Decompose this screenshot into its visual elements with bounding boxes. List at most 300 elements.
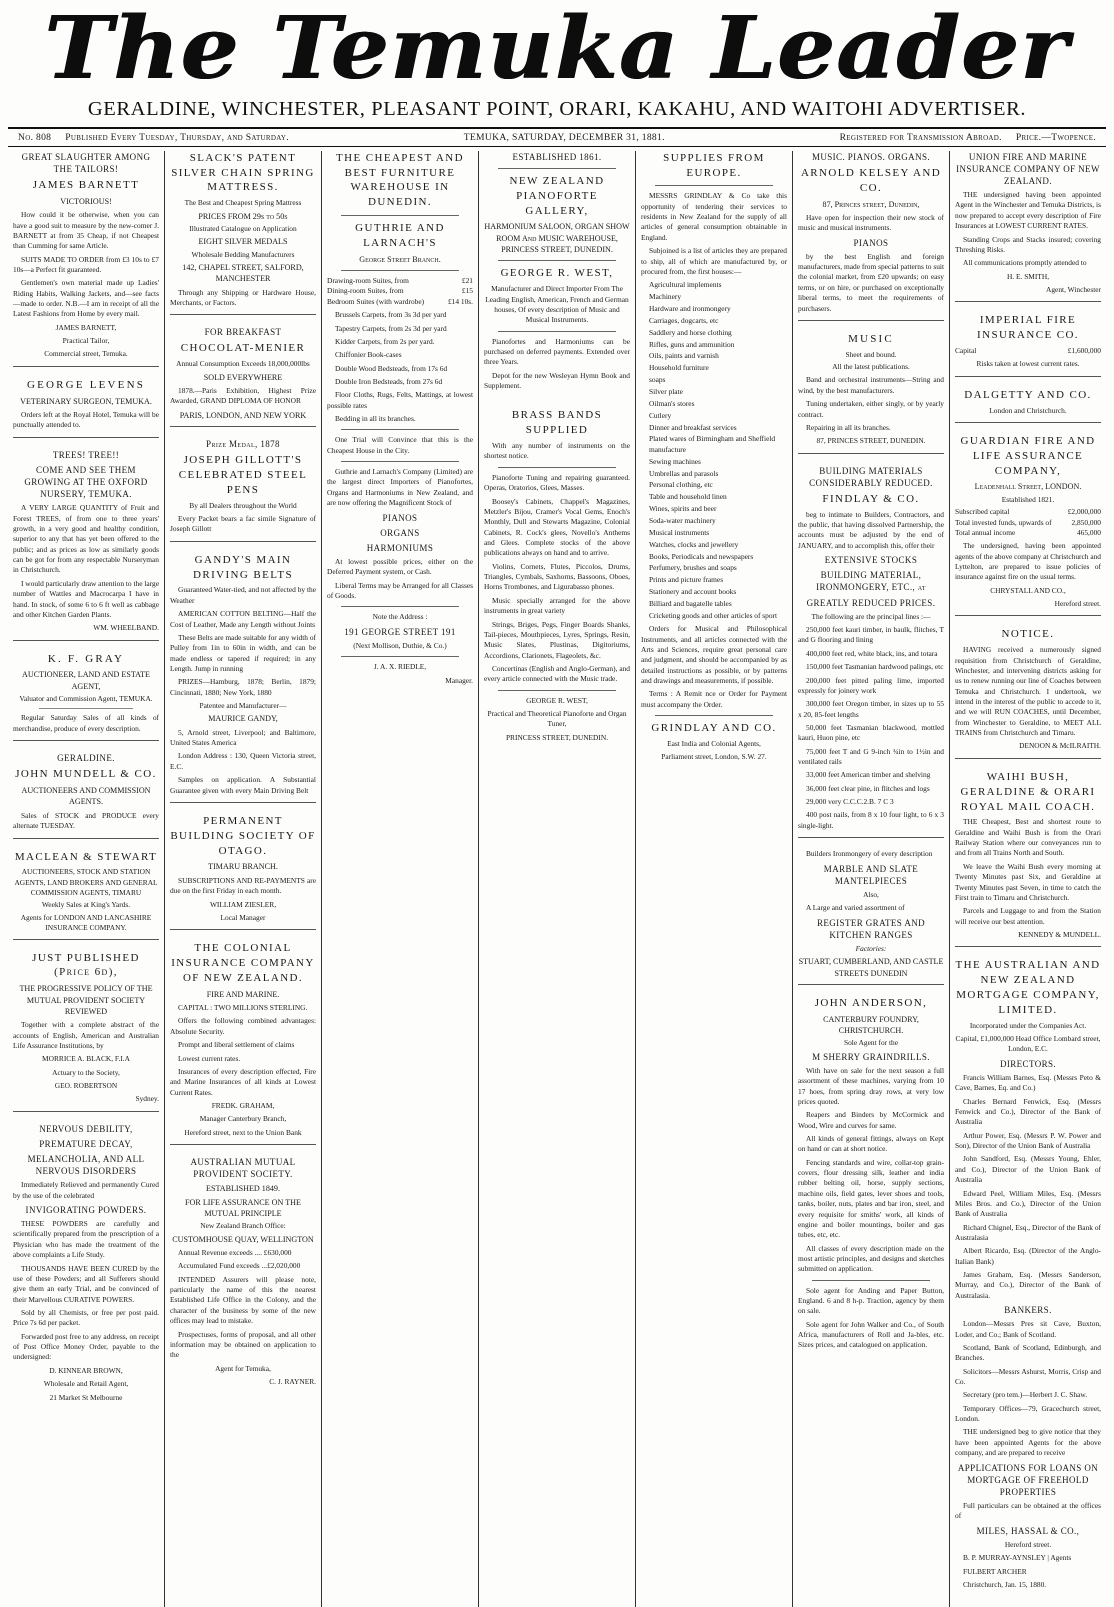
- price-row: [327, 276, 473, 286]
- capital-value: 2,850,000: [1071, 517, 1101, 527]
- ad-chocolat-menier: [170, 326, 316, 427]
- list-item: Stationery and account books: [649, 587, 737, 597]
- ad-body: A VERY LARGE QUANTITY of Fruit and Forest TREES, of from one to three years' growth, in a very good and healthy condition, superior to any that has yet been offered to the public; and as prices as low as similarly goods can be got for from any respectable Nurseryman in Christchurch.: [13, 503, 159, 575]
- list-item: Oilman's stores: [649, 398, 695, 408]
- price-item: Dining-room Suites, from: [327, 286, 404, 296]
- list-item: Rifles, guns and ammunition: [649, 339, 735, 349]
- ad-body: Full particulars can be obtained at the offices of: [955, 1500, 1101, 1521]
- divider: [341, 606, 459, 607]
- ad-body: Factories:: [855, 943, 887, 953]
- divider: [655, 715, 773, 716]
- price-value: £21: [461, 276, 473, 286]
- issue-frequency: Published Every Tuesday, Thursday, and Saturday.: [65, 131, 289, 143]
- ad-body: Violins, Cornets, Flutes, Piccolos, Drums, Triangles, Cymbals, Saxhorns, Bassoons, Oboes, Horns Trombones, and Ligurabasso phones.: [484, 561, 630, 592]
- ad-signature: 87, PRINCES STREET, DUNEDIN.: [816, 436, 926, 446]
- ad-title: BRASS BANDS SUPPLIED: [511, 409, 603, 437]
- banker-item: Temporary Offices—79, Gracechurch street, London.: [955, 1403, 1101, 1424]
- ad-colonial-insurance: [170, 941, 316, 1145]
- divider: [498, 467, 616, 468]
- divider: [655, 185, 773, 186]
- banker-item: Solicitors—Messrs Ashurst, Morris, Crisp and Co.: [955, 1366, 1101, 1387]
- price-item: Bedroom Suites (with wardrobe): [327, 296, 425, 306]
- ad-title: JOHN ANDERSON,: [814, 996, 928, 1009]
- ad-body: GREATLY REDUCED PRICES.: [806, 597, 936, 608]
- ad-body: Guthrie and Larnach's Company (Limited) are the largest direct Importers of Pianofortes, Organs and Harmoniums in New Zealand, and are now offering the Magnificent Stock of: [327, 467, 473, 508]
- list-item: Cutlery: [649, 410, 672, 420]
- ad-signature: East India and Colonial Agents,: [667, 738, 761, 748]
- ad-body: The Best and Cheapest Spring Mattress: [184, 198, 302, 208]
- issue-line: [8, 129, 1106, 147]
- list-item: Perfumery, brushes and soaps: [649, 563, 737, 573]
- ad-subtitle: VETERINARY SURGEON, TEMUKA.: [20, 396, 152, 406]
- column-6: [793, 151, 950, 1607]
- ad-head: MELANCHOLIA, AND ALL NERVOUS DISORDERS: [27, 1153, 145, 1177]
- ad-amp-society: [170, 1156, 316, 1393]
- ad-title: FINDLAY & CO.: [822, 492, 920, 505]
- ad-subtitle: AUCTIONEERS AND COMMISSION AGENTS.: [21, 786, 151, 807]
- ad-body: 36,000 feet clear pine, in flitches and logs: [806, 783, 930, 793]
- ad-body: Have open for inspection their new stock of music and musical instruments.: [798, 212, 944, 233]
- ad-body: MESSRS GRINDLAY & Co take this opportunity of tendering their services to residents in New Zealand for the supply of all articles of general consumption obtainable in England.: [641, 191, 787, 242]
- director-item: Charles Bernard Fenwick, Esq. (Messrs Fenwick and Co.), Director of the Bank of Australia: [955, 1096, 1101, 1127]
- ad-signature: B. P. MURRAY-AYNSLEY | Agents: [963, 1553, 1072, 1563]
- ad-body: London and Christchurch.: [989, 405, 1067, 415]
- banker-item: London—Messrs Pres sit Cave, Buxton, Loder, and Co.; Bank of Scotland.: [955, 1319, 1101, 1339]
- ad-title: GEORGE LEVENS: [26, 378, 146, 391]
- price-row: [327, 297, 473, 307]
- ad-head: GERALDINE.: [57, 753, 115, 764]
- ad-head: ESTABLISHED 1861.: [512, 151, 602, 162]
- ad-signature: Practical Tailor,: [62, 336, 110, 346]
- capital-row: [955, 507, 1101, 517]
- ad-signature: Wholesale and Retail Agent,: [43, 1379, 129, 1389]
- ad-body: CUSTOMHOUSE QUAY, WELLINGTON: [172, 1234, 314, 1244]
- capital-label: Capital: [955, 346, 977, 356]
- column-5: [636, 151, 793, 1607]
- ad-subtitle: DIRECTORS.: [999, 1058, 1057, 1069]
- list-item: Saddlery and horse clothing: [649, 327, 732, 337]
- ad-body: Gentlemen's own material made up Ladies' Riding Habits, Walking Jackets, and—see facts—made to order. N.B.—I am in receipt of all the Latest Fashions from Home by every mail.: [13, 278, 159, 319]
- director-item: Richard Chignel, Esq., Director of the Bank of Australasia: [955, 1222, 1101, 1242]
- ad-body: Terms : A Remit nce or Order for Payment must accompany the Order.: [641, 689, 787, 709]
- ad-title: WAIHI BUSH, GERALDINE & ORARI ROYAL MAIL COACH.: [960, 770, 1096, 813]
- ad-subtitle: HARMONIUM SALOON, ORGAN SHOW ROOM And MUSIC WAREHOUSE, PRINCESS STREET, DUNEDIN.: [484, 222, 630, 255]
- ad-body: Weekly Sales at King's Yards.: [41, 900, 131, 910]
- ad-body: How could it be otherwise, when you can have a good suit to measure by the new-comer J. BARNETT at from 35 Cheap, if not Cheapest than Cumming for same Article.: [13, 210, 159, 251]
- ad-body: MAURICE GANDY,: [208, 714, 278, 724]
- ad-arnold-kelsey: [798, 151, 944, 321]
- ad-signature: D. KINNEAR BROWN,: [49, 1365, 123, 1375]
- price-row: Double Wood Bedsteads, from 17s 6d: [335, 363, 448, 373]
- ad-john-anderson-foundry: [798, 996, 944, 1357]
- capital-label: Total annual income: [955, 527, 1016, 537]
- ad-body: SUITS MADE TO ORDER from £3 10s to £7 10s—a Perfect fit guaranteed.: [13, 254, 159, 274]
- ad-body: Patentee and Manufacturer—: [199, 701, 287, 711]
- banker-item: Scotland, Bank of Scotland, Edinburgh, and Branches.: [955, 1342, 1101, 1363]
- ad-title: SLACK'S PATENT SILVER CHAIN SPRING MATTRESS.: [171, 151, 315, 194]
- ad-body: ORGANS: [380, 527, 420, 538]
- ad-body: THOUSANDS HAVE BEEN CURED by the use of these Powders; and all Sufferers should give them an early Trial, and be convinced of their Marvellous CURATIVE POWERS.: [13, 1263, 159, 1304]
- ad-body: 75,000 feet T and G 9-inch ¾in to 1½in and ventilated rails: [798, 746, 944, 767]
- ad-signature: GEORGE R. WEST,: [526, 695, 588, 705]
- ad-invigorating-powders: [13, 1123, 159, 1409]
- ad-body: 1878.—Paris Exhibition, Highest Prize Awarded, GRAND DIPLOMA OF HONOR: [170, 386, 316, 406]
- ad-signature: Hereford street, next to the Union Bank: [184, 1127, 302, 1137]
- ad-body: Orders left at the Royal Hotel, Temuka will be punctually attended to.: [13, 409, 159, 430]
- ad-signature: C. J. RAYNER.: [269, 1376, 316, 1386]
- ad-subtitle: AUCTIONEER, LAND AND ESTATE AGENT,: [22, 670, 150, 691]
- ad-title: THE AUSTRALIAN AND NEW ZEALAND MORTGAGE COMPANY, LIMITED.: [955, 959, 1101, 1016]
- ad-head: UNION FIRE AND MARINE INSURANCE COMPANY OF NEW ZEALAND.: [956, 151, 1100, 186]
- price-row: Bedding in all its branches.: [335, 414, 416, 424]
- ad-title: IMPERIAL FIRE INSURANCE CO.: [977, 314, 1079, 342]
- ad-head: COME AND SEE THEM GROWING AT THE OXFORD NURSERY, TEMUKA.: [24, 464, 148, 500]
- capital-value: 465,000: [1076, 527, 1101, 537]
- ad-body: SOLD EVERYWHERE: [203, 372, 283, 382]
- ad-body: Sales of STOCK and PRODUCE every alternate TUESDAY.: [13, 810, 159, 831]
- ad-john-mundell: [13, 752, 159, 838]
- ad-body: Standing Crops and Stacks insured; covering Threshing Risks.: [955, 234, 1101, 254]
- ad-subtitle: FIRE AND MARINE.: [206, 989, 280, 999]
- ad-body: Forwarded post free to any address, on receipt of Post Office Money Order, payable to the undersigned:: [13, 1331, 159, 1362]
- ad-body: Capital, £1,000,000 Head Office Lombard street, London, E.C.: [955, 1034, 1101, 1054]
- issue-number: No. 808: [18, 131, 52, 143]
- ad-body: 200,000 feet pitted paling lime, imported expressly for joinery work: [798, 675, 944, 695]
- ad-title: PERMANENT BUILDING SOCIETY OF OTAGO.: [170, 814, 316, 857]
- ad-body: At lowest possible prices, either on the Deferred Payment system, or Cash.: [327, 556, 473, 577]
- ad-signature: MORRICE A. BLACK, F.I.A: [42, 1054, 130, 1064]
- ad-head: NERVOUS DEBILITY,: [39, 1123, 133, 1134]
- divider: [341, 270, 459, 271]
- ad-body: Offers the following combined advantages: Absolute Security.: [170, 1016, 316, 1036]
- ad-body: 400 post nails, from 8 x 10 four light, to 6 x 3 single-light.: [798, 810, 944, 830]
- ad-body: REGISTER GRATES AND KITCHEN RANGES: [816, 917, 926, 940]
- ad-body: THESE POWDERS are carefully and scientifically prepared from the prescription of a Physician who has made the treatment of the above complaints a Life Study.: [13, 1219, 159, 1260]
- ad-title: GUARDIAN FIRE AND LIFE ASSURANCE COMPANY,: [960, 434, 1096, 477]
- directors-list: [955, 1073, 1101, 1301]
- ad-body: Samples on application. A Substantial Guarantee given with every Main Driving Belt: [170, 775, 316, 795]
- list-item: Billiard and bagatelle tables: [649, 598, 732, 608]
- ad-body: EXTENSIVE STOCKS: [824, 555, 918, 566]
- divider: [39, 708, 133, 709]
- ad-head: GREAT SLAUGHTER AMONG THE TAILORS!: [21, 151, 151, 174]
- ad-subtitle: 87, Princes street, Dunedin,: [822, 199, 920, 209]
- ad-body: CAPITAL : TWO MILLIONS STERLING.: [178, 1003, 308, 1013]
- column-2: [165, 151, 322, 1607]
- ad-body: Every Packet bears a fac simile Signature of Joseph Gillott: [170, 514, 316, 534]
- ad-signature: FREDK. GRAHAM,: [211, 1100, 275, 1110]
- ad-signature: GRINDLAY AND CO.: [651, 722, 777, 735]
- ad-signature: Actuary to the Society,: [52, 1067, 120, 1077]
- ad-body: A Large and varied assortment of: [806, 903, 905, 913]
- ad-body: FOR LIFE ASSURANCE ON THE MUTUAL PRINCIPLE: [185, 1197, 301, 1218]
- ad-permanent-building-society: [170, 814, 316, 930]
- ad-kf-gray: [13, 652, 159, 742]
- ad-body: Through any Shipping or Hardware House, Merchants, or Factors.: [170, 287, 316, 307]
- ad-signature: WILLIAM ZIESLER,: [209, 899, 277, 909]
- ad-head: NOTICE.: [1001, 628, 1055, 641]
- ad-body: Annual Consumption Exceeds 18,000,000lbs: [176, 359, 310, 369]
- price-row: [327, 286, 473, 296]
- ad-body: Fencing standards and wire, collar-top grain-covers, flour dressing silk, leather and india rubber belting oil, horse, supply sections, machine oils, field gates, lever shoes and tools, tanks, boiler, nuts, plates and bar iron, steel, and every requisite for smiths' work, all kinds of engine and boiler mountings, boiler and gas tubes, etc, etc.: [798, 1157, 944, 1240]
- divider: [341, 656, 459, 657]
- director-item: Albert Ricardo, Esq. (Director of the Anglo-Italian Bank): [955, 1246, 1101, 1266]
- ad-subtitle: THE PROGRESSIVE POLICY OF THE MUTUAL PROVIDENT SOCIETY REVIEWED: [19, 984, 153, 1016]
- ad-title: MUSIC: [848, 332, 894, 345]
- ad-findlay-ironmongery: [798, 849, 944, 985]
- ad-signature: Local Manager: [220, 912, 266, 922]
- ad-body: Guaranteed Water-tied, and not affected by the Weather: [170, 585, 316, 605]
- ad-body: PRIZES—Hamburg, 1878; Berlin, 1879; Cincinnati, 1880; New York, 1880: [170, 677, 316, 697]
- ad-body: INVIGORATING POWDERS.: [25, 1204, 147, 1215]
- ad-body: Established 1821.: [1001, 494, 1055, 504]
- issue-price: Price.—Twopence.: [1015, 131, 1097, 143]
- banker-item: Secretary (pro tem.)—Herbert J. C. Shaw.: [963, 1390, 1088, 1400]
- ad-body: Builders Ironmongery of every description: [806, 849, 933, 859]
- ad-body: PARIS, LONDON, AND NEW YORK: [179, 410, 307, 420]
- divider: [498, 168, 616, 169]
- ad-body: Annual Revenue exceeds .... £630,000: [178, 1247, 292, 1257]
- ad-joseph-gillott: [170, 438, 316, 542]
- ad-body: 400,000 feet red, white black, ins, and totara: [806, 648, 938, 658]
- ad-body: MARBLE AND SLATE MANTELPIECES: [823, 863, 919, 886]
- ad-body: 250,000 feet kauri timber, in baulk, flitches, T and G flooring and lining: [798, 625, 944, 645]
- ad-title: AUSTRALIAN MUTUAL PROVIDENT SOCIETY.: [190, 1157, 296, 1180]
- ad-anz-mortgage-company: [955, 958, 1101, 1596]
- ad-signature: KENNEDY & MUNDELL.: [1018, 929, 1101, 939]
- ad-title: NEW ZEALAND PIANOFORTE GALLERY,: [509, 174, 605, 217]
- ad-body: Depot for the new Wesleyan Hymn Book and Supplement.: [484, 370, 630, 391]
- ad-head: MUSIC. PIANOS. ORGANS.: [811, 151, 931, 162]
- ad-signature: H. E. SMITH,: [1006, 271, 1050, 281]
- ad-signature: Hereford street.: [1054, 599, 1101, 609]
- price-row: Brussels Carpets, from 3s 3d per yard: [335, 310, 447, 320]
- issue-place-date: TEMUKA, SATURDAY, DECEMBER 31, 1881.: [463, 131, 665, 143]
- divider: [812, 1280, 930, 1281]
- ad-title: JOHN MUNDELL & CO.: [15, 768, 157, 781]
- ad-body: SUBSCRIPTIONS AND RE-PAYMENTS are due on the first Friday in each month.: [170, 875, 316, 896]
- ad-dalgetty: [955, 388, 1101, 423]
- ad-body: Sheet and bound.: [845, 349, 897, 359]
- ad-title: GANDY'S MAIN DRIVING BELTS: [193, 553, 293, 581]
- list-item: Agricultural implements: [649, 280, 722, 290]
- ad-body: 300,000 feet Oregon timber, in sizes up to 55 x 20, 85-feet lengths: [798, 699, 944, 719]
- ad-title: MACLEAN & STEWART: [14, 850, 158, 863]
- list-item: Soda-water machinery: [649, 515, 716, 525]
- ad-title: JUST PUBLISHED (Price 6d),: [32, 951, 140, 979]
- ad-head: THE CHEAPEST AND BEST FURNITURE WAREHOUSE IN DUNEDIN.: [336, 151, 464, 209]
- ad-body: With any number of instruments on the shortest notice.: [484, 441, 630, 461]
- ad-progressive-policy: [13, 951, 159, 1112]
- ad-body: THE undersigned having been appointed Agent in the Winchester and Temuka Districts, is now prepared to accept every description of Fire Insurances at LOWEST CURRENT RATES.: [955, 190, 1101, 231]
- price-list: [327, 276, 473, 424]
- ad-subtitle: VICTORIOUS!: [60, 196, 112, 206]
- ad-body: Together with a complete abstract of the accounts of English, American and Australian Life Assurance Institutions, by: [13, 1020, 159, 1050]
- ad-title: THE COLONIAL INSURANCE COMPANY OF NEW ZEALAND.: [171, 942, 315, 984]
- ad-title: JOSEPH GILLOTT'S CELEBRATED STEEL PENS: [178, 454, 308, 496]
- column-4: [479, 151, 636, 1607]
- ad-body: The following are the principal lines :—: [811, 611, 931, 621]
- ad-title: K. F. GRAY: [47, 652, 125, 665]
- ad-body: Parcels and Luggage to and from the Station will receive our best attention.: [955, 906, 1101, 926]
- bankers-list: [955, 1319, 1101, 1424]
- ad-signature: Manager.: [445, 675, 473, 685]
- divider: [341, 429, 459, 430]
- ad-signature: 21 Market St Melbourne: [49, 1392, 123, 1402]
- capital-row: [955, 518, 1101, 528]
- capital-row: [955, 528, 1101, 538]
- ad-signature: Christchurch, Jan. 15, 1880.: [963, 1579, 1047, 1589]
- ad-body: These Belts are made suitable for any width of Pulley from 1in to 60in in width, and can be made endless or tapered if required; in any Length. Jump in running: [170, 632, 316, 673]
- ad-body: M SHERRY GRAINDRILLS.: [812, 1051, 930, 1062]
- ad-body: I would particularly draw attention to the large number of Wattles and Macrocarpa I have in hand. In stock, of some 6 to 6 ft well as cabbage and other Kitchen Garden Plants.: [13, 578, 159, 619]
- ad-body: Liberal Terms may be Arranged for all Classes of Goods.: [327, 580, 473, 601]
- ad-signature: Sole agent for Anding and Paper Button, England. 6 and 8 h-p. Traction, agency by them on sale.: [798, 1285, 944, 1316]
- ad-george-levens: [13, 378, 159, 438]
- ad-body: Concertinas (English and Anglo-German), and every article connected with the Music trade.: [484, 663, 630, 684]
- ad-guardian-fire-life: [955, 434, 1101, 616]
- ad-subtitle: TIMARU BRANCH.: [208, 862, 278, 872]
- ad-body: Manufacturer and Direct Importer From The Leading English, American, French and German houses, Of every description of Music and Musical Instruments.: [485, 284, 629, 325]
- ad-body: 50,000 feet Tasmanian blackwood, mottled kauri, Huon pine, etc: [798, 722, 944, 743]
- ad-body: Agent for Temuka,: [215, 1363, 271, 1373]
- ad-signature: Parliament street, London, S.W. 27.: [661, 752, 767, 762]
- ad-body: New Zealand Branch Office:: [200, 1221, 286, 1231]
- ad-body: 29,000 very C.C.C.2.B. 7 C 3: [806, 797, 894, 807]
- price-row: Tapestry Carpets, from 2s 3d per yard: [335, 323, 447, 333]
- ad-body: Pianoforte Tuning and repairing guaranteed. Operas, Oratorios, Glees, Masses.: [484, 472, 630, 493]
- ad-body: GEORGE R. WEST,: [500, 267, 614, 280]
- ad-body: THE Cheapest, Best and shortest route to Geraldine and Waihi Bush is from the Orari Railway Station where our conveyances run to and from all Trains North and South.: [955, 817, 1101, 858]
- list-item: Oils, paints and varnish: [649, 351, 719, 361]
- ad-signature: WM. WHEELBAND.: [93, 623, 159, 633]
- ad-body: Insurances of every description effected, Fire and Marine Insurances of all kinds at Lowest Current Rates.: [170, 1066, 316, 1097]
- ad-signature: PRINCESS STREET, DUNEDIN.: [505, 732, 609, 742]
- capital-label: Subscribed capital: [955, 507, 1010, 517]
- ad-gandy-belts: [170, 553, 316, 803]
- ad-body: Music specially arranged for the above instruments in great variety: [484, 595, 630, 616]
- ad-body: MILES, HASSAL & CO.,: [976, 1525, 1080, 1536]
- ad-oxford-nursery: [13, 449, 159, 641]
- ad-body: Subjoined is a list of articles they are prepared to ship, all of which are manufactured by, or procured from, the first houses:—: [641, 246, 787, 276]
- ad-signature: Agent, Winchester: [1046, 284, 1101, 294]
- ad-body: Illustrated Catalogue on Application: [189, 223, 297, 233]
- director-item: John Sandford, Esq. (Messrs Young, Ehler, and Co.), Director of the Union Bank of Australia: [955, 1154, 1101, 1185]
- ad-head: BUILDING MATERIALS CONSIDERABLY REDUCED.: [809, 465, 933, 488]
- ad-signature: J. A. X. RIEDLE,: [373, 662, 427, 672]
- ad-music-dept: [798, 332, 944, 454]
- masthead-subtitle: GERALDINE, WINCHESTER, PLEASANT POINT, ORARI, KAKAHU, AND WAITOHI ADVERTISER.: [87, 97, 1027, 120]
- divider: [498, 260, 616, 261]
- list-item: Books, Periodicals and newspapers: [649, 551, 754, 561]
- ad-signature: Commercial street, Temuka.: [44, 349, 128, 359]
- ad-body: STUART, CUMBERLAND, AND CASTLE STREETS DUNEDIN: [798, 957, 944, 978]
- ad-signature: DENOON & McILRAITH.: [1019, 741, 1101, 751]
- bankers-heading: BANKERS.: [1004, 1305, 1052, 1316]
- ad-body: PRICES FROM 29s to 50s: [198, 211, 288, 221]
- list-item: Wines, spirits and beer: [649, 504, 717, 514]
- divider: [341, 461, 459, 462]
- list-item: Machinery: [649, 292, 682, 302]
- ad-title: GUTHRIE AND LARNACH'S: [355, 222, 445, 249]
- ad-body: Wholesale Bedding Manufacturers: [191, 249, 295, 259]
- capital-value: £1,600,000: [1067, 346, 1101, 356]
- ad-union-fire-marine: [955, 151, 1101, 303]
- list-item: Silver plate: [649, 386, 683, 396]
- ad-signature: Practical and Theoretical Pianoforte and Organ Tuner,: [487, 709, 627, 729]
- ad-body: Boosey's Cabinets, Chappel's Magazines, Metzler's Bijou, Cramer's Vocal Gems, Enoch's Monthly, Dull and Stewarts Magazine, Colonial Cabinets, R. Cock's glees, Novello's Anthems and Glees. Complete stocks of the above publications always on hand and to arrive.: [484, 496, 630, 558]
- ad-subtitle: George Street Branch.: [359, 254, 441, 264]
- ad-body: 33,000 feet American timber and shelving: [806, 770, 931, 780]
- ad-body: All the latest publications.: [832, 362, 910, 372]
- ad-head: Prize Medal, 1878: [206, 439, 280, 450]
- capital-value: £2,000,000: [1067, 507, 1101, 517]
- ad-head: SUPPLIES FROM EUROPE.: [663, 151, 765, 179]
- list-item: Prints and picture frames: [649, 575, 724, 585]
- ad-subtitle: CANTERBURY FOUNDRY, CHRISTCHURCH.: [823, 1014, 919, 1035]
- ad-subtitle: AUCTIONEERS, STOCK AND STATION AGENTS, LAND BROKERS AND GENERAL COMMISSION AGENTS, TIMARU: [14, 867, 158, 898]
- ad-title: ARNOLD KELSEY AND CO.: [800, 166, 942, 194]
- supplies-list: [641, 280, 787, 621]
- list-item: Sewing machines: [649, 456, 701, 466]
- capital-label: Total invested funds, upwards of: [955, 517, 1052, 527]
- ad-body: Lowest current rates.: [178, 1053, 241, 1063]
- classified-columns: [8, 147, 1106, 1607]
- list-item: Cricketing goods and other articles of sport: [649, 610, 778, 620]
- price-row: Floor Cloths, Rugs, Felts, Mattings, at lowest possible rates: [327, 390, 473, 410]
- ad-head: TREES! TREE!!: [52, 449, 120, 460]
- list-item: Watches, clocks and jewellery: [649, 539, 739, 549]
- divider: [498, 331, 616, 332]
- ad-subtitle: Leadenhall Street, LONDON.: [974, 482, 1082, 492]
- list-item: Musical instruments: [649, 527, 710, 537]
- divider: [341, 215, 459, 216]
- ad-findlay-building-materials: [798, 465, 944, 839]
- price-row: Kidder Carpets, from 2s per yard.: [335, 336, 435, 346]
- newspaper-title: The Temuka Leader: [44, 0, 1070, 99]
- director-item: Edward Peel, William Miles, Esq. (Messrs Miles Bros. and Co.), Director of the Union Bank of Australia: [955, 1188, 1101, 1219]
- ad-head: FOR BREAKFAST: [204, 327, 282, 338]
- ad-body: We leave the Waihi Bush every morning at Twenty Minutes past Six, and Geraldine at Twenty Minutes past Seven, in time to catch the First train to Timaru and Christchurch.: [955, 861, 1101, 902]
- divider: [498, 690, 616, 691]
- ad-body: Band and orchestral instruments—String and wind, by the best manufacturers.: [798, 375, 944, 395]
- ad-body: Prompt and liberal settlement of claims: [178, 1040, 295, 1050]
- ad-body: Accumulated Fund exceeds ...£2,020,000: [178, 1261, 301, 1271]
- price-row: Double Iron Bedsteads, from 27s 6d: [335, 376, 443, 386]
- director-item: James Graham, Esq. (Messrs Sanderson, Murray, and Co.), Director of the Bank of Australasia.: [955, 1270, 1101, 1300]
- ad-nz-pianoforte-gallery: [484, 151, 630, 398]
- ad-signature: CHRYSTALL AND CO.,: [990, 585, 1066, 595]
- ad-body: Immediately Relieved and permanently Cured by the use of the celebrated: [13, 1180, 159, 1200]
- ad-guthrie-larnach: [327, 151, 473, 692]
- ad-body: Orders for Musical and Philosophical Instruments, and all articles connected with the Arts and Sciences, require great personal care and judgment, and should be accompanied by as detailed instructions as possible, or by patterns and drawings and measurements, if possible.: [641, 624, 787, 685]
- ad-coach-notice: [955, 627, 1101, 758]
- ad-signature: Manager Canterbury Branch,: [199, 1114, 287, 1124]
- ad-title: JAMES BARNETT: [32, 178, 140, 191]
- ad-body: All kinds of general fittings, always on Kept on hand or can at short notice.: [798, 1133, 944, 1154]
- ad-body: Repairing in all its branches.: [806, 422, 891, 432]
- list-item: Plated wares of Birmingham and Sheffield manufacture: [649, 434, 776, 454]
- list-item: soaps: [649, 375, 666, 385]
- ad-grindlay-supplies: [641, 151, 787, 769]
- ad-body: 191 GEORGE STREET 191: [344, 626, 456, 637]
- ad-body: (Next Mollison, Duthie, & Co.): [353, 640, 447, 650]
- ad-body: Regular Saturday Sales of all kinds of merchandise, produce of every description.: [13, 713, 159, 733]
- ad-body: London Address : 130, Queen Victoria street, E.C.: [170, 751, 316, 771]
- ad-body: APPLICATIONS FOR LOANS ON MORTGAGE OF FREEHOLD PROPERTIES: [957, 1462, 1099, 1497]
- ad-body: With have on sale for the next season a full assortment of these machines, varying from 10 17 hoes, from spring dray rows, at very low prices quoted.: [798, 1065, 944, 1106]
- ad-signature: GEO. ROBERTSON: [54, 1080, 118, 1090]
